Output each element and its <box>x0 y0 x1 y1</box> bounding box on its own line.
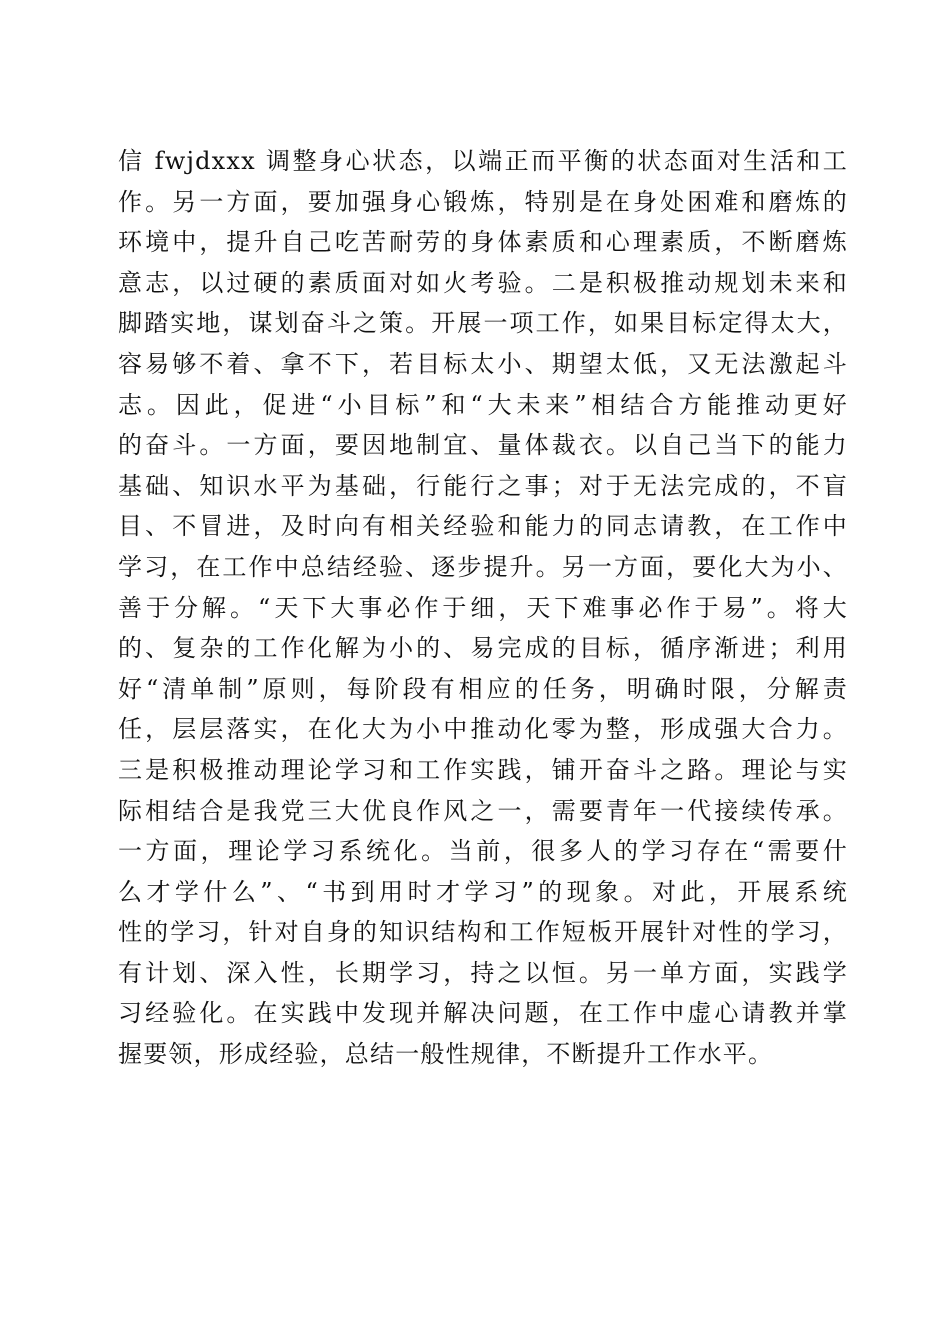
text-line: 性的学习，针对自身的知识结构和工作短板开展针对性的学习， <box>118 918 848 947</box>
text-line: 际相结合是我党三大优良作风之一，需要青年一代接续传承。 <box>118 796 848 825</box>
text-line: 作。另一方面，要加强身心锻炼，特别是在身处困难和磨炼的 <box>118 187 848 216</box>
text-line: 的奋斗。一方面，要因地制宜、量体裁衣。以自己当下的能力 <box>118 431 848 460</box>
text-line: 目、不冒进，及时向有相关经验和能力的同志请教，在工作中 <box>118 512 848 541</box>
text-line: 有计划、深入性，长期学习，持之以恒。另一单方面，实践学 <box>118 958 848 987</box>
text-line: 容易够不着、拿不下，若目标太小、期望太低，又无法激起斗 <box>118 349 848 378</box>
body-text <box>118 141 848 1075</box>
text-line: 一方面，理论学习系统化。当前，很多人的学习存在“需要什 <box>118 837 848 866</box>
text-line: 么才学什么”、“书到用时才学习”的现象。对此，开展系统 <box>118 877 848 906</box>
text-line: 握要领，形成经验，总结一般性规律，不断提升工作水平。 <box>118 1040 774 1069</box>
text-line: 志。因此，促进“小目标”和“大未来”相结合方能推动更好 <box>118 390 848 419</box>
text-line: 信 fwjdxxx 调整身心状态，以端正而平衡的状态面对生活和工 <box>118 147 848 175</box>
text-line: 学习，在工作中总结经验、逐步提升。另一方面，要化大为小、 <box>118 552 848 581</box>
text-line: 脚踏实地，谋划奋斗之策。开展一项工作，如果目标定得太大， <box>118 309 848 338</box>
text-line: 习经验化。在实践中发现并解决问题，在工作中虚心请教并掌 <box>118 999 848 1028</box>
text-line: 好“清单制”原则，每阶段有相应的任务，明确时限，分解责 <box>118 674 848 703</box>
text-line: 的、复杂的工作化解为小的、易完成的目标，循序渐进；利用 <box>118 634 848 663</box>
text-line: 任，层层落实，在化大为小中推动化零为整，形成强大合力。 <box>118 715 848 744</box>
text-line: 意志，以过硬的素质面对如火考验。二是积极推动规划未来和 <box>118 268 848 297</box>
text-line: 善于分解。“天下大事必作于细，天下难事必作于易”。将大 <box>118 593 848 622</box>
text-line: 环境中，提升自己吃苦耐劳的身体素质和心理素质，不断磨炼 <box>118 228 848 257</box>
text-line: 基础、知识水平为基础，行能行之事；对于无法完成的，不盲 <box>118 471 848 500</box>
text-line: 三是积极推动理论学习和工作实践，铺开奋斗之路。理论与实 <box>118 755 848 784</box>
